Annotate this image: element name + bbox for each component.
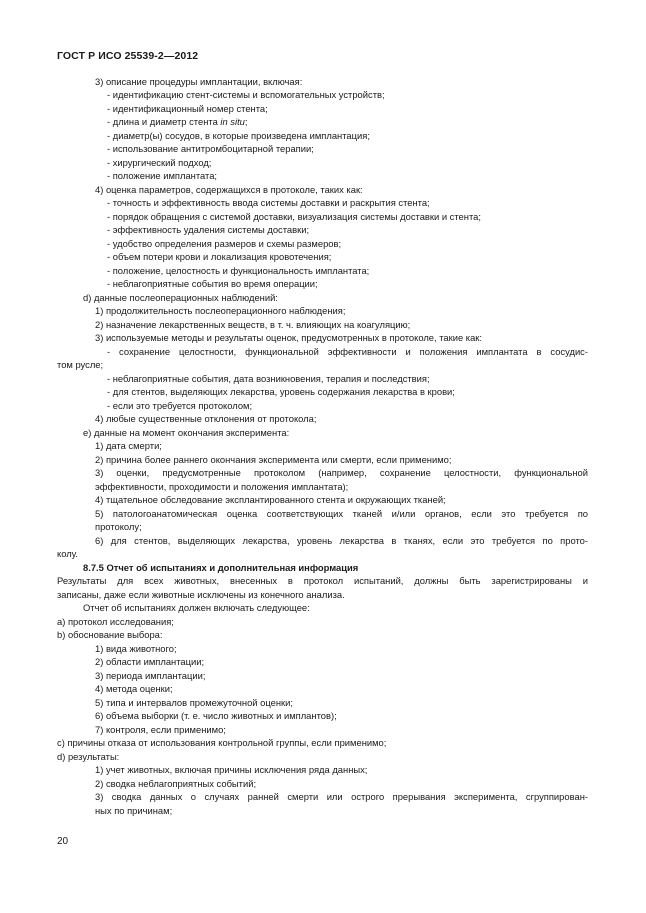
text-line: эффективности, проходимости и положения имплантата);: [95, 481, 349, 492]
text-line: - объем потери крови и локализация кровотечения;: [107, 251, 332, 262]
text-line: 7) контроля, если применимо;: [95, 724, 226, 735]
text-line: 6) объема выборки (т. е. число животных и имплантов);: [95, 710, 337, 721]
text-line: c) причины отказа от использования контрольной группы, если применимо;: [57, 737, 387, 748]
text-line: - удобство определения размеров и схемы размеров;: [107, 238, 342, 249]
text-line: 3) оценки, предусмотренные протоколом (например, сохранение целостности, функциональной: [95, 467, 588, 478]
text-line: a) протокол исследования;: [57, 616, 174, 627]
text-line: 4) любые существенные отклонения от протокола;: [95, 413, 317, 424]
text-line: - хирургический подход;: [107, 157, 212, 168]
text-line: - идентификацию стент-системы и вспомогательных устройств;: [107, 89, 385, 100]
text-line: - положение имплантата;: [107, 170, 218, 181]
text-line: 1) вида животного;: [95, 643, 177, 654]
text-line: 2) назначение лекарственных веществ, в т. ч. влияющих на коагуляцию;: [95, 319, 411, 330]
text-line: протоколу;: [95, 521, 142, 532]
text-line: d) результаты:: [57, 751, 120, 762]
text-line: ных по причинам;: [95, 805, 173, 816]
text-line: - неблагоприятные события, дата возникновения, терапия и последствия;: [107, 373, 430, 384]
text-line: b) обоснование выбора:: [57, 629, 163, 640]
text-line: e) данные на момент окончания эксперимента:: [83, 427, 290, 438]
text-line: 5) типа и интервалов промежуточной оценки;: [95, 697, 293, 708]
text-line: 4) метода оценки;: [95, 683, 173, 694]
text-line: - идентификационный номер стента;: [107, 103, 268, 114]
text-line: 4) оценка параметров, содержащихся в протоколе, таких как:: [95, 184, 363, 195]
text-line: d) данные послеоперационных наблюдений:: [83, 292, 278, 303]
text-line: 2) сводка неблагоприятных событий;: [95, 778, 257, 789]
document-header: ГОСТ Р ИСО 25539-2—2012: [57, 50, 199, 62]
text-line: 3) сводка данных о случаях ранней смерти или острого прерывания эксперимента, сгруппирован-: [95, 791, 588, 802]
text-line: 5) патологоанатомическая оценка соответствующих тканей и/или органов, если это требуется по: [95, 508, 588, 519]
text-line: - длина и диаметр стента in situ;: [107, 116, 248, 127]
text-line: 1) учет животных, включая причины исключения ряда данных;: [95, 764, 368, 775]
text-line: - точность и эффективность ввода системы доставки и раскрытия стента;: [107, 197, 430, 208]
text-line: 3) описание процедуры имплантации, включая:: [95, 76, 303, 87]
text-line: Результаты для всех животных, внесенных в протокол испытаний, должны быть зарегистрированы и: [57, 575, 588, 586]
text-line: - если это требуется протоколом;: [107, 400, 253, 411]
text-line: том русле;: [57, 359, 104, 370]
text-line: 4) тщательное обследование эксплантированного стента и окружающих тканей;: [95, 494, 446, 505]
text-line: колу.: [57, 548, 79, 559]
page-number: 20: [57, 836, 69, 847]
text-line: - положение, целостность и функциональность имплантата;: [107, 265, 370, 276]
text-line: - неблагоприятные события во время операции;: [107, 278, 318, 289]
text-line: - эффективность удаления системы доставки;: [107, 224, 310, 235]
text-line: - для стентов, выделяющих лекарства, уровень содержания лекарства в крови;: [107, 386, 455, 397]
text-line: 6) для стентов, выделяющих лекарства, уровень лекарства в тканях, если это требуется по прото-: [95, 535, 588, 546]
text-line: 1) продолжительность послеоперационного наблюдения;: [95, 305, 346, 316]
text-line: 2) причина более раннего окончания эксперимента или смерти, если применимо;: [95, 454, 452, 465]
text-line: 2) области имплантации;: [95, 656, 205, 667]
text-line: 3) периода имплантации;: [95, 670, 206, 681]
text-line: - использование антитромбоцитарной терапии;: [107, 143, 314, 154]
text-line: 3) используемые методы и результаты оценок, предусмотренных в протоколе, такие как:: [95, 332, 483, 343]
text-line: - сохранение целостности, функциональной эффективности и положения имплантата в сосудис-: [107, 346, 588, 357]
section-heading: 8.7.5 Отчет об испытаниях и дополнительная информация: [83, 562, 359, 573]
text-line: записаны, даже если животные исключены из конечного анализа.: [57, 589, 345, 600]
text-line: - порядок обращения с системой доставки, визуализация системы доставки и стента;: [107, 211, 481, 222]
text-line: 1) дата смерти;: [95, 440, 162, 451]
text-line: - диаметр(ы) сосудов, в которые произведена имплантация;: [107, 130, 370, 141]
text-line: Отчет об испытаниях должен включать следующее:: [83, 602, 310, 613]
